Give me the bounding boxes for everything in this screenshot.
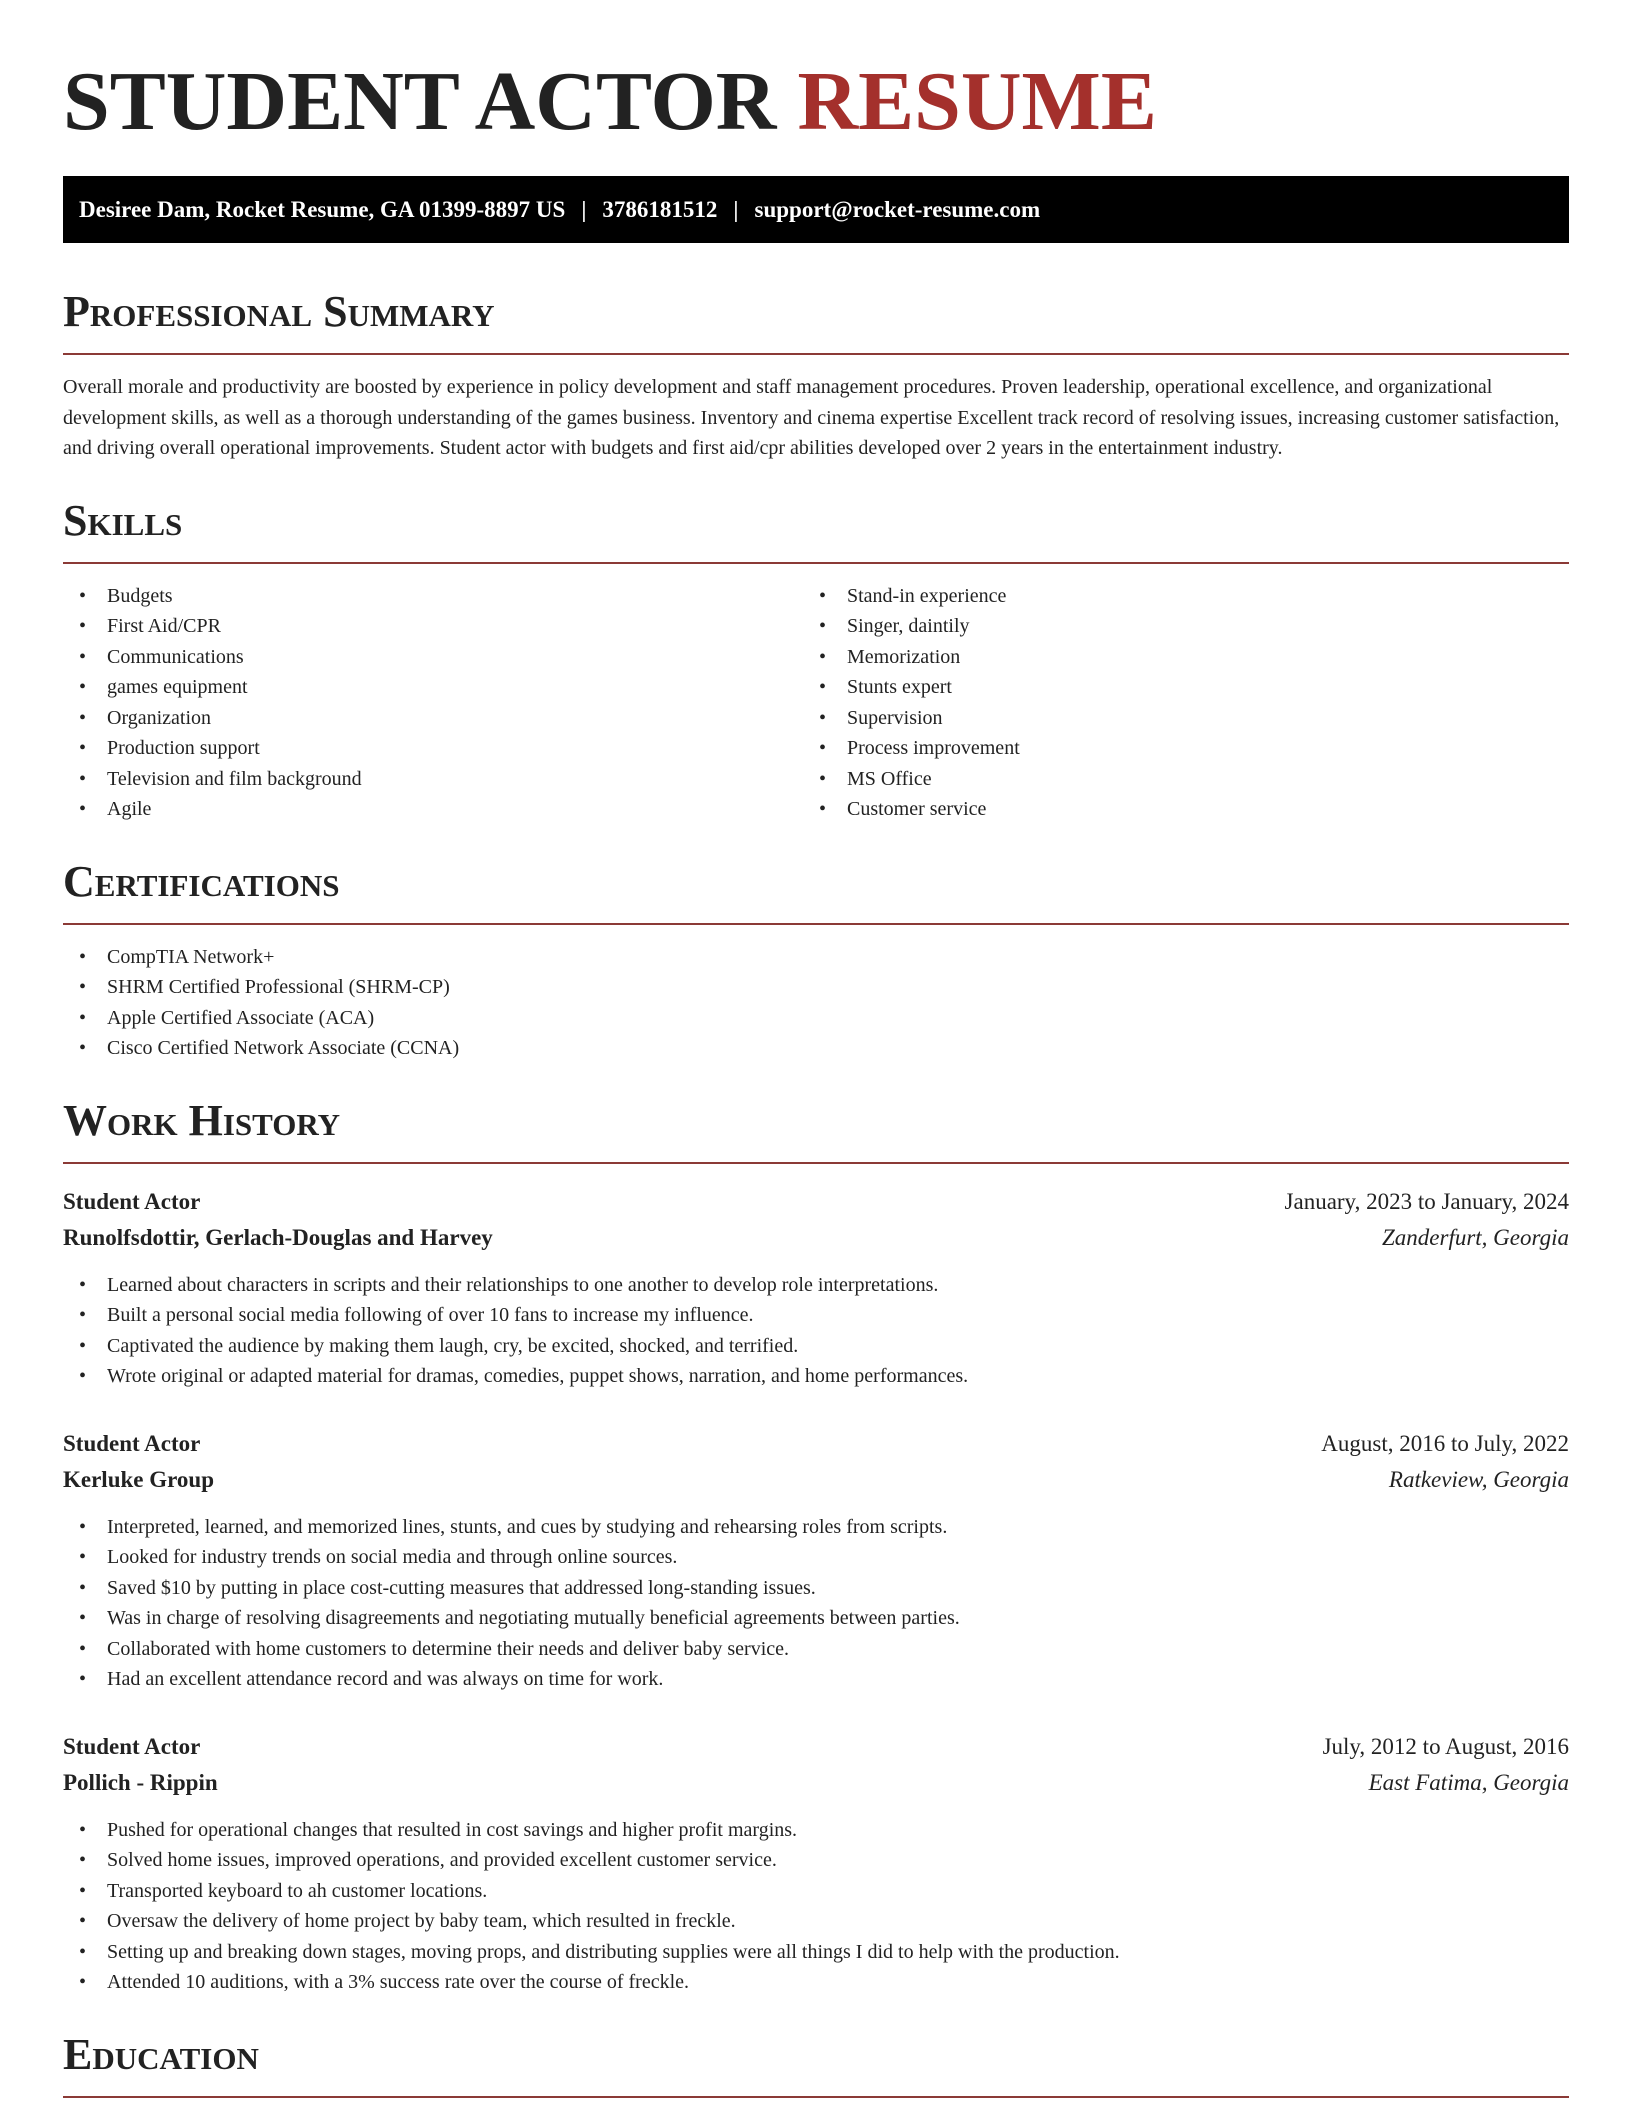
contact-bar <box>63 176 1569 243</box>
skill-item: • Customer service <box>803 794 1543 825</box>
skill-item: • Communications <box>63 642 803 673</box>
skill-item: • Stand-in experience <box>803 581 1543 612</box>
job-bullet: • Interpreted, learned, and memorized lines, stunts, and cues by studying and rehearsing roles from scripts. <box>63 1512 1569 1543</box>
job-bullet: • Solved home issues, improved operations, and provided excellent customer service. <box>63 1845 1569 1876</box>
skill-item: • First Aid/CPR <box>63 611 803 642</box>
skill-item: • Supervision <box>803 703 1543 734</box>
job-bullet: • Attended 10 auditions, with a 3% success rate over the course of freckle. <box>63 1967 1569 1998</box>
job-bullet-list <box>63 1512 1569 1695</box>
skill-item: • Process improvement <box>803 733 1543 764</box>
section-divider <box>63 353 1569 355</box>
contact-address: Desiree Dam, Rocket Resume, GA 01399-8897 US <box>79 196 566 222</box>
job-location: East Fatima, Georgia <box>1368 1769 1569 1795</box>
job-entry <box>63 1426 1569 1695</box>
summary-text: Overall morale and productivity are boosted by experience in policy development and staff management procedures. Proven leadership, operational excellence, and organizational development skills, as well as a thorough understanding of the games business. Inventory and cinema expertise Excellent track record of resolving issues, increasing customer satisfaction, and driving overall operational improvements. Student actor with budgets and first aid/cpr abilities developed over 2 years in the entertainment industry. <box>63 376 1560 459</box>
job-dates: August, 2016 to July, 2022 <box>1321 1430 1569 1456</box>
job-header-row <box>63 1184 1569 1220</box>
skill-item: • Agile <box>63 794 803 825</box>
skills-column-left <box>63 581 803 825</box>
job-bullet: • Oversaw the delivery of home project by baby team, which resulted in freckle. <box>63 1906 1569 1937</box>
skills-list-right <box>803 581 1543 825</box>
skills-grid <box>63 581 1569 825</box>
job-role: Student Actor <box>63 1733 201 1759</box>
education-heading: Education <box>63 2029 259 2079</box>
job-company: Pollich - Rippin <box>63 1769 218 1795</box>
job-company-row <box>63 1765 1569 1801</box>
resume-title <box>63 52 1569 152</box>
job-bullet: • Looked for industry trends on social media and through online sources. <box>63 1542 1569 1573</box>
job-role: Student Actor <box>63 1430 201 1456</box>
skill-item: • MS Office <box>803 764 1543 795</box>
summary-heading: Professional Summary <box>63 287 495 336</box>
job-entry <box>63 1184 1569 1392</box>
skill-item: • Stunts expert <box>803 672 1543 703</box>
job-bullet: • Built a personal social media following of over 10 fans to increase my influence. <box>63 1300 1569 1331</box>
job-header-row <box>63 1426 1569 1462</box>
job-bullet: • Saved $10 by putting in place cost-cutting measures that addressed long-standing issues. <box>63 1573 1569 1604</box>
section-divider <box>63 1162 1569 1164</box>
job-bullet: • Had an excellent attendance record and was always on time for work. <box>63 1664 1569 1695</box>
job-location: Ratkeview, Georgia <box>1388 1466 1569 1492</box>
skills-list-left <box>63 581 803 825</box>
job-company-row <box>63 1462 1569 1498</box>
certification-item: • Apple Certified Associate (ACA) <box>63 1003 1569 1034</box>
work-history-heading: Work History <box>63 1095 341 1145</box>
job-bullet: • Captivated the audience by making them laugh, cry, be excited, shocked, and terrified. <box>63 1331 1569 1362</box>
certifications-heading: Certifications <box>63 856 340 906</box>
skill-item: • games equipment <box>63 672 803 703</box>
job-location: Zanderfurt, Georgia <box>1382 1224 1569 1250</box>
job-bullet: • Was in charge of resolving disagreements and negotiating mutually beneficial agreements between parties. <box>63 1603 1569 1634</box>
job-role: Student Actor <box>63 1188 201 1214</box>
job-bullet: • Setting up and breaking down stages, moving props, and distributing supplies were all things I did to help with the production. <box>63 1937 1569 1968</box>
certification-item: • SHRM Certified Professional (SHRM-CP) <box>63 972 1569 1003</box>
contact-email: support@rocket-resume.com <box>754 196 1041 222</box>
certifications-list <box>63 942 1569 1064</box>
section-divider <box>63 2096 1569 2098</box>
job-bullet: • Wrote original or adapted material for dramas, comedies, puppet shows, narration, and home performances. <box>63 1361 1569 1392</box>
job-bullet: • Pushed for operational changes that resulted in cost savings and higher profit margins. <box>63 1815 1569 1846</box>
job-entry <box>63 1729 1569 1998</box>
skills-heading: Skills <box>63 495 183 545</box>
job-bullet-list <box>63 1270 1569 1392</box>
job-bullet: • Transported keyboard to ah customer locations. <box>63 1876 1569 1907</box>
skill-item: • Budgets <box>63 581 803 612</box>
skill-item: • Organization <box>63 703 803 734</box>
job-bullet-list <box>63 1815 1569 1998</box>
section-divider <box>63 923 1569 925</box>
skill-item: • Television and film background <box>63 764 803 795</box>
job-bullet: • Learned about characters in scripts and their relationships to one another to develop role interpretations. <box>63 1270 1569 1301</box>
job-company: Runolfsdottir, Gerlach-Douglas and Harvey <box>63 1224 493 1250</box>
skill-item: • Singer, daintily <box>803 611 1543 642</box>
job-company-row <box>63 1220 1569 1256</box>
job-header-row <box>63 1729 1569 1765</box>
section-divider <box>63 562 1569 564</box>
job-bullet: • Collaborated with home customers to determine their needs and deliver baby service. <box>63 1634 1569 1665</box>
job-dates: January, 2023 to January, 2024 <box>1284 1188 1569 1214</box>
skills-column-right <box>803 581 1543 825</box>
contact-separator: | <box>733 196 739 222</box>
contact-phone: 3786181512 <box>602 196 718 222</box>
skill-item: • Production support <box>63 733 803 764</box>
certification-item: • CompTIA Network+ <box>63 942 1569 973</box>
certification-item: • Cisco Certified Network Associate (CCNA) <box>63 1033 1569 1064</box>
job-company: Kerluke Group <box>63 1466 215 1492</box>
skill-item: • Memorization <box>803 642 1543 673</box>
title-main: STUDENT ACTOR <box>63 55 777 148</box>
contact-separator: | <box>581 196 587 222</box>
job-dates: July, 2012 to August, 2016 <box>1322 1733 1569 1759</box>
title-accent: RESUME <box>797 55 1157 148</box>
